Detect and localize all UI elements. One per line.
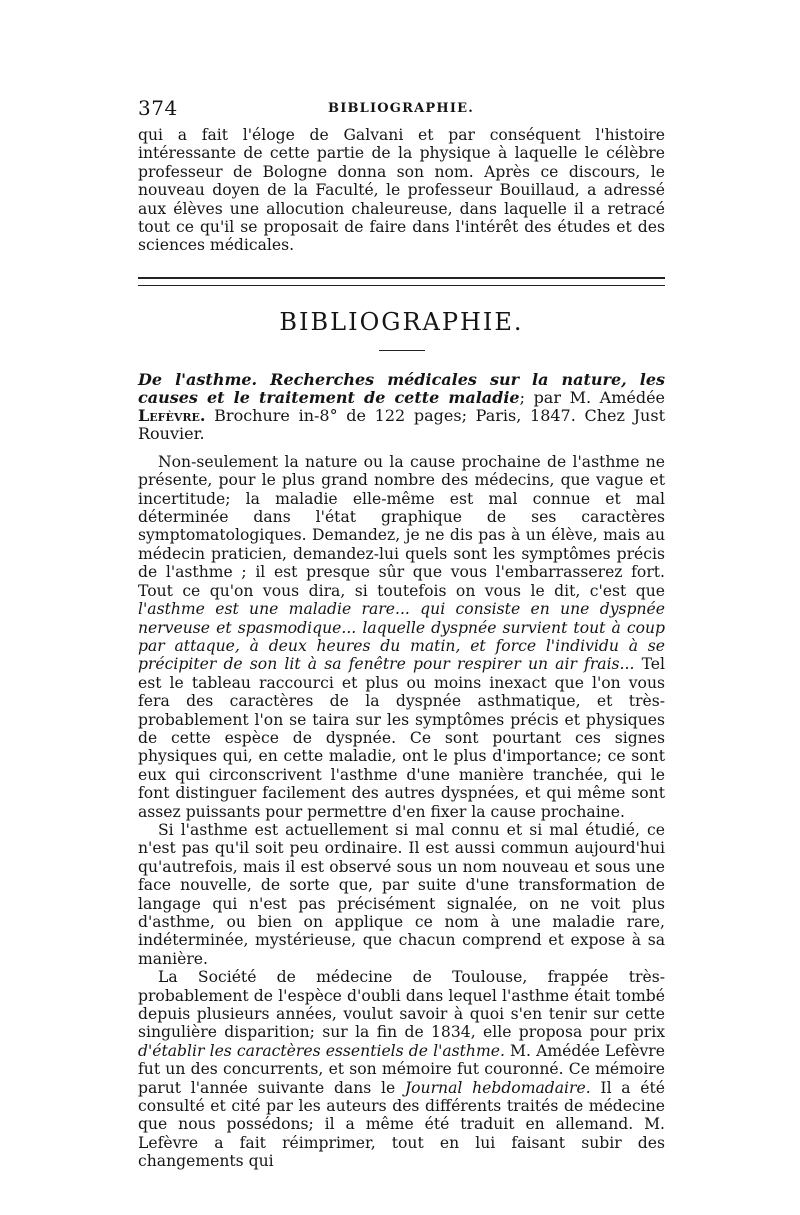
p1-text-c: Tel est le tableau raccourci et plus ou moins inexact que l'on vous fera des caractères de la dyspnée asthmatique, et très-probablement l'on se taira sur les symptômes précis et physiques de cette espèce de dyspnée. Ce sont pourtant ces signes physiques qui, en cette maladie, ont le plus d'importance; ce sont eux qui circonscrivent l'asthme d'une manière tranchée, qui le font distinguer facilement des autres dyspnées, et qui même sont assez puissants pour permettre d'en fixer la cause prochaine. <box>138 655 665 821</box>
p3-text-c: M. Amédée Lefèvre fut un des concurrents, et son mémoire fut couronné. Ce mémoire parut l'année suivante dans le <box>138 1041 665 1097</box>
review-paragraph-1 <box>138 453 665 821</box>
section-title: BIBLIOGRAPHIE. <box>279 307 524 336</box>
book-title: De l'asthme. Recherches médicales sur la nature, les causes et le traitement de cette maladie <box>138 369 665 407</box>
section-divider <box>138 277 665 286</box>
review-paragraph-3 <box>138 968 665 1170</box>
running-head <box>138 96 665 126</box>
running-title: BIBLIOGRAPHIE. <box>328 101 474 116</box>
book-details: Brochure in-8° de 122 pages; Paris, 1847. Chez Just Rouvier. <box>138 405 665 443</box>
p3-text-e: Il a été consulté et cité par les auteurs des différents traités de médecine que nous possédons; il a même été traduit en allemand. M. Lefèvre a fait réimprimer, tout en lui faisant subir des changements qui <box>138 1078 665 1171</box>
p1-text-a: Non-seulement la nature ou la cause prochaine de l'asthme ne présente, pour le plus grand nombre des médecins, que vague et incertitude; la maladie elle-même est mal connue et mal déterminée dans l'état graphique de ses caractères symptomatologiques. Demandez, je ne dis pas à un élève, mais au médecin praticien, demandez-lui quels sont les symptômes précis de l'asthme ; il est presque sûr que vous l'embarrasserez fort. Tout ce qu'on vous dira, si toutefois on vous le dit, c'est que <box>138 452 665 600</box>
review-paragraph-2: Si l'asthme est actuellement si mal connu et si mal étudié, ce n'est pas qu'il soit peu ordinaire. Il est aussi commun aujourd'hui qu'autrefois, mais il est observé sous un nom nouveau et sous une face nouvelle, de sorte que, par suite d'une transformation de langage qui n'est pas précisément signalée, on ne voit plus d'asthme, ou bien on applique ce nom à une maladie rare, indéterminée, mystérieuse, que chacun comprend et expose à sa manière. <box>138 820 665 968</box>
book-by: ; par M. Amédée <box>519 387 666 407</box>
bibliography-entry <box>138 371 665 443</box>
book-author: Lefèvre. <box>138 405 206 425</box>
lead-paragraph: qui a fait l'éloge de Galvani et par conséquent l'histoire intéressante de cette partie de la physique à laquelle le célèbre professeur de Bologne donna son nom. Après ce discours, le nouveau doyen de la Faculté, le professeur Bouillaud, a adressé aux élèves une allocution chaleureuse, dans laquelle il a retracé tout ce qu'il se proposait de faire dans l'intérêt des études et des sciences médicales. <box>138 126 665 255</box>
p3-journal-name: Journal hebdomadaire. <box>404 1078 591 1097</box>
review-body <box>138 453 665 1171</box>
p1-quote: l'asthme est une maladie rare... qui consiste en une dyspnée nerveuse et spasmodique... laquelle dyspnée survient tout à coup par attaque, à deux heures du matin, et force l'individu à se précipiter de son lit à sa fenêtre pour respirer un air frais... <box>138 600 665 674</box>
title-underline <box>379 350 425 351</box>
page-number: 374 <box>138 96 178 120</box>
p3-text-a: La Société de médecine de Toulouse, frappée très-probablement de l'espèce d'oubli dans lequel l'asthme était tombé depuis plusieurs années, voulut savoir à quoi s'en tenir sur cette singulière disparition; sur la fin de 1834, elle proposa pour prix <box>138 968 665 1042</box>
book-page <box>138 96 665 1171</box>
p3-prize-topic: d'établir les caractères essentiels de l'asthme. <box>138 1041 505 1060</box>
